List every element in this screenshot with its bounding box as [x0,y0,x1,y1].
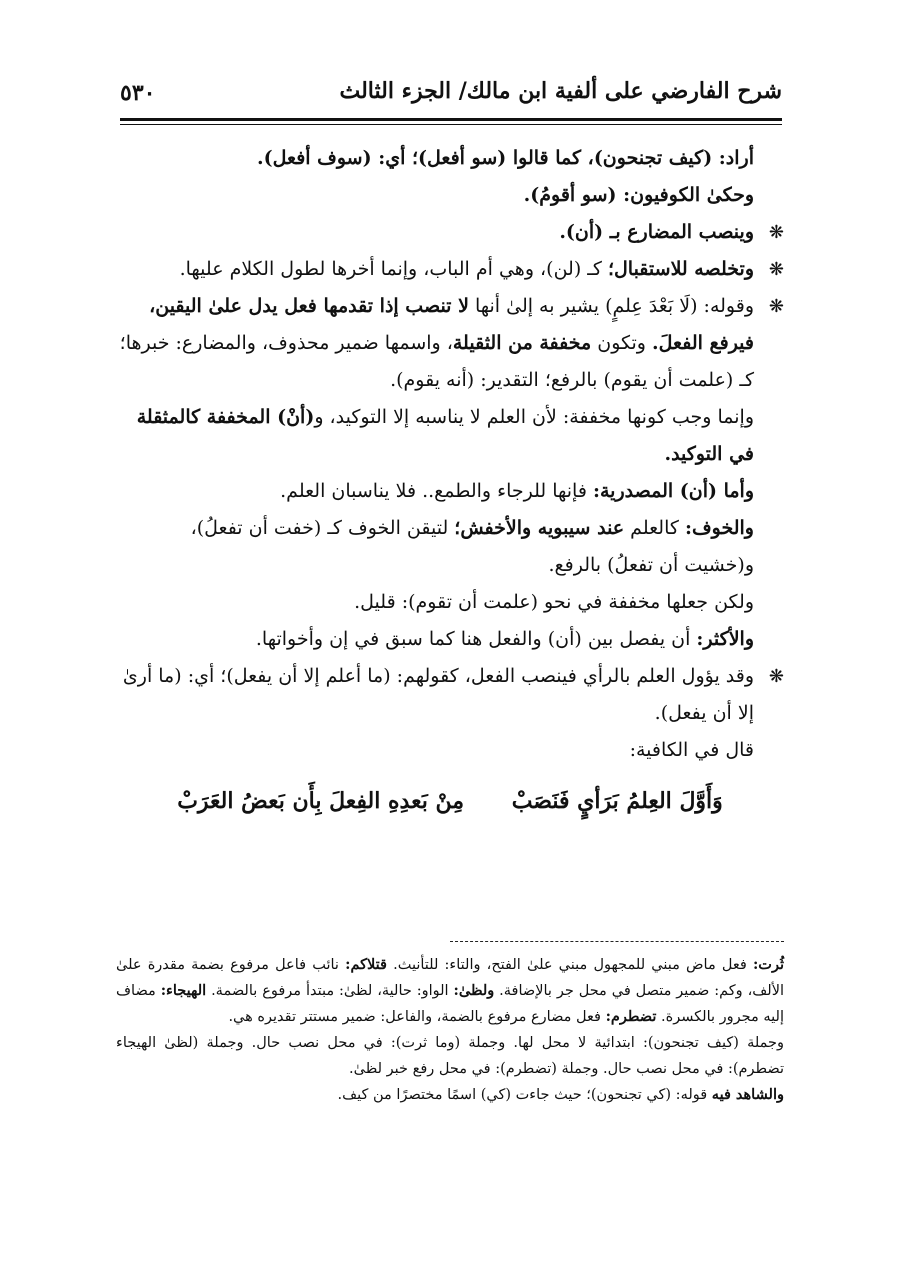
text: أن يفصل بين (أن) والفعل هنا كما سبق في إن وأخواتها. [255,628,697,650]
text: ولكن جعلها مخففة في نحو (علمت أن تقوم): قليل. [354,591,754,613]
text: وقد يؤول العلم بالرأي فينصب الفعل، كقولهم: (ما أعلم إلا أن يفعل)؛ أي: (ما أرىٰ إلا أن يفعل). [122,665,754,724]
text-bold: والأكثر: [696,628,754,650]
text: لتيقن الخوف كـ (خفت أن تفعلُ)، و(خشيت أن تفعلُ) بالرفع. [190,517,754,576]
text-bold: تضطرم: [605,1008,657,1025]
text-bold: وأما (أن) المصدرية: [592,480,754,502]
text-bold: وحكىٰ الكوفيون: (سو أقومُ). [523,184,754,206]
footnote-separator [450,941,784,942]
main-text [116,140,784,830]
text: الواو: حالية، لظىٰ: مبتدأ مرفوع بالضمة. [206,983,454,999]
asterism-icon: ❋ [768,259,784,280]
paragraph [116,399,784,473]
asterism-icon: ❋ [768,666,784,687]
paragraph [116,177,784,214]
header-rule-thick [120,118,782,121]
asterism-icon: ❋ [768,296,784,317]
text: كـ (لن)، وهي أم الباب، وإنما أخرها لطول الكلام عليها. [179,258,608,280]
text: قال في الكافية: [629,739,754,761]
text: فعل مضارع مرفوع بالضمة، والفاعل: ضمير مستتر تقديره هي. [228,1009,606,1025]
paragraph [116,584,784,621]
text-bold: أراد: (كيف تجنحون)، كما قالوا (سو أفعل)؛ أي: (سوف أفعل). [257,147,754,169]
text-bold: قتلاكم: [345,956,387,973]
bullet-item [116,658,784,732]
text-bold: وينصب المضارع بـ (أن). [559,221,754,243]
bullet-item [116,214,784,251]
bullet-item [116,251,784,288]
verse-first-hemistich: وَأَوَّلَ العِلمُ بَرَأيٍ فَنَصَبْ [511,788,723,814]
paragraph [116,510,784,584]
text: كالعلم [624,517,685,539]
text-bold: والخوف: [684,517,754,539]
verse [116,783,784,820]
footnote-paragraph [116,1082,784,1108]
footnotes [116,952,784,1108]
text: وتكون [591,332,653,354]
asterism-icon: ❋ [768,222,784,243]
running-header [120,72,782,120]
text: وإنما وجب كونها مخففة: لأن العلم لا يناسبه إلا التوكيد، و [314,406,754,428]
text-bold: ولظىٰ: [453,982,495,999]
paragraph [116,621,784,658]
text: وقوله: (لَا بَعْدَ عِلمٍ) يشير به إلىٰ أنها [468,295,754,317]
text: قوله: (كي تجنحون)؛ حيث جاءت (كي) اسمًا مختصرًا من كيف. [337,1087,712,1103]
footnote-paragraph [116,952,784,1030]
text-bold: ثُرت: [752,956,784,973]
footnote-paragraph [116,1030,784,1082]
header-rule-thin [120,124,782,125]
text: نائب فاعل مرفوع بضمة مقدرة علىٰ الألف، وكم: ضمير متصل في محل جر بالإضافة. [116,957,784,999]
text: فإنها للرجاء والطمع.. فلا يناسبان العلم. [280,480,593,502]
paragraph [116,140,784,177]
text-bold: والشاهد فيه [711,1086,784,1103]
paragraph [116,732,784,769]
page-number: ٥٣٠ [120,80,156,106]
text: ، واسمها ضمير محذوف، والمضارع: خبرها؛ كـ (علمت أن يقوم) بالرفع؛ التقدير: (أنه يقوم). [119,332,754,391]
text-bold: (أنْ) المخففة كالمثقلة في التوكيد. [136,406,754,465]
text-bold: عند سيبويه والأخفش؛ [454,517,625,539]
text: مضاف إليه مجرور بالكسرة. [116,983,784,1025]
text-bold: وتخلصه للاستقبال؛ [607,258,754,280]
paragraph [116,473,784,510]
verse-second-hemistich: مِنْ بَعدِهِ الفِعلَ بِأَن بَعضُ العَرَبْ [177,788,465,814]
text-bold: مخففة من الثقيلة [452,332,592,354]
bullet-item [116,288,784,399]
text-bold: لا تنصب إذا تقدمها فعل يدل علىٰ اليقين، فيرفع الفعلَ. [149,295,754,354]
text: فعل ماض مبني للمجهول مبني علىٰ الفتح، والتاء: للتأنيث. [386,957,753,973]
text: وجملة (كيف تجنحون): ابتدائية لا محل لها. وجملة (وما ثرت): في محل نصب حال. وجملة (لظىٰ الهيجاء تضطرم): في محل نصب حال. وجملة (تضطرم): في محل رفع خبر لظىٰ. [116,1035,784,1077]
book-title: شرح الفارضي على ألفية ابن مالك/ الجزء الثالث [339,78,782,104]
text-bold: الهيجاء: [160,982,207,999]
